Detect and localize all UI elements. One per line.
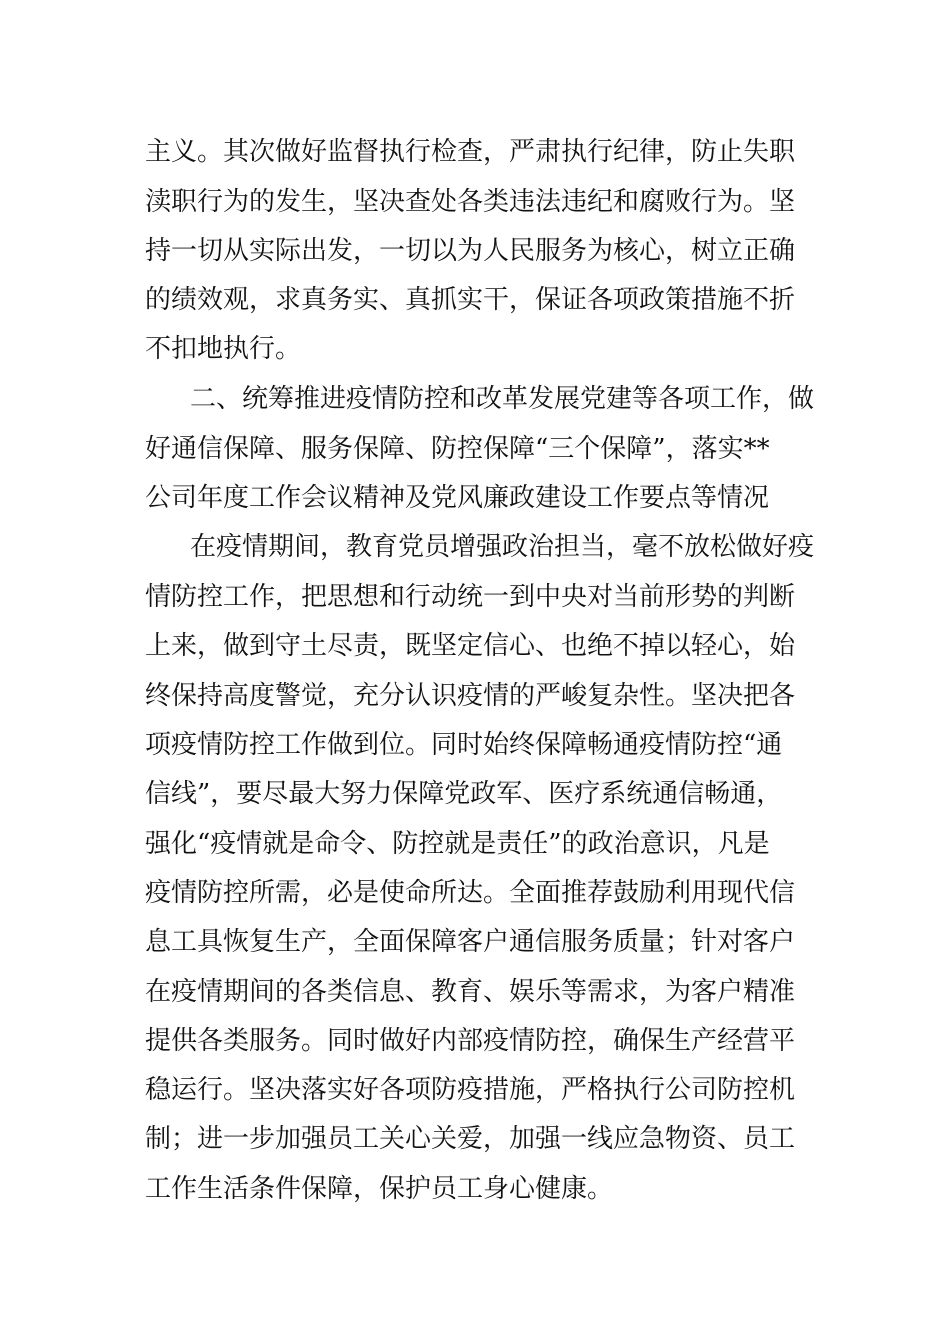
text-line: 的绩效观，求真务实、真抓实干，保证各项政策措施不折 [145,285,796,315]
text-line: 持一切从实际出发，一切以为人民服务为核心，树立正确 [145,236,796,266]
text-line: 主义。其次做好监督执行检查，严肃执行纪律，防止失职 [145,137,796,167]
text-line: 终保持高度警觉，充分认识疫情的严峻复杂性。坚决把各 [145,681,796,711]
text-line: 不扣地执行。 [145,334,302,364]
text-line: 项疫情防控工作做到位。同时始终保障畅通疫情防控“通 [145,730,783,760]
text-line: 息工具恢复生产，全面保障客户通信服务质量；针对客户 [145,927,796,957]
text-line: 情防控工作，把思想和行动统一到中央对当前形势的判断 [145,582,796,612]
text-line: 渎职行为的发生，坚决查处各类违法违纪和腐败行为。坚 [145,187,796,217]
text-line: 工作生活条件保障，保护员工身心健康。 [145,1174,614,1204]
text-line: 稳运行。坚决落实好各项防疫措施，严格执行公司防控机 [145,1075,796,1105]
text-line: 强化“疫情就是命令、防控就是责任”的政治意识，凡是 [145,829,770,859]
heading-line: 公司年度工作会议精神及党风廉政建设工作要点等情况 [145,483,770,513]
heading-line: 二、统筹推进疫情防控和改革发展党建等各项工作，做 [190,384,815,414]
text-line: 上来，做到守土尽责，既坚定信心、也绝不掉以轻心，始 [145,631,796,661]
text-line: 信线”，要尽最大努力保障党政军、医疗系统通信畅通， [145,779,783,809]
text-line: 在疫情期间的各类信息、教育、娱乐等需求，为客户精准 [145,977,796,1007]
heading-line: 好通信保障、服务保障、防控保障“三个保障”，落实** [145,434,770,464]
text-line: 制；进一步加强员工关心关爱，加强一线应急物资、员工 [145,1124,796,1154]
text-line: 在疫情期间，教育党员增强政治担当，毫不放松做好疫 [190,532,815,562]
text-line: 疫情防控所需，必是使命所达。全面推荐鼓励利用现代信 [145,878,796,908]
text-line: 提供各类服务。同时做好内部疫情防控，确保生产经营平 [145,1026,796,1056]
